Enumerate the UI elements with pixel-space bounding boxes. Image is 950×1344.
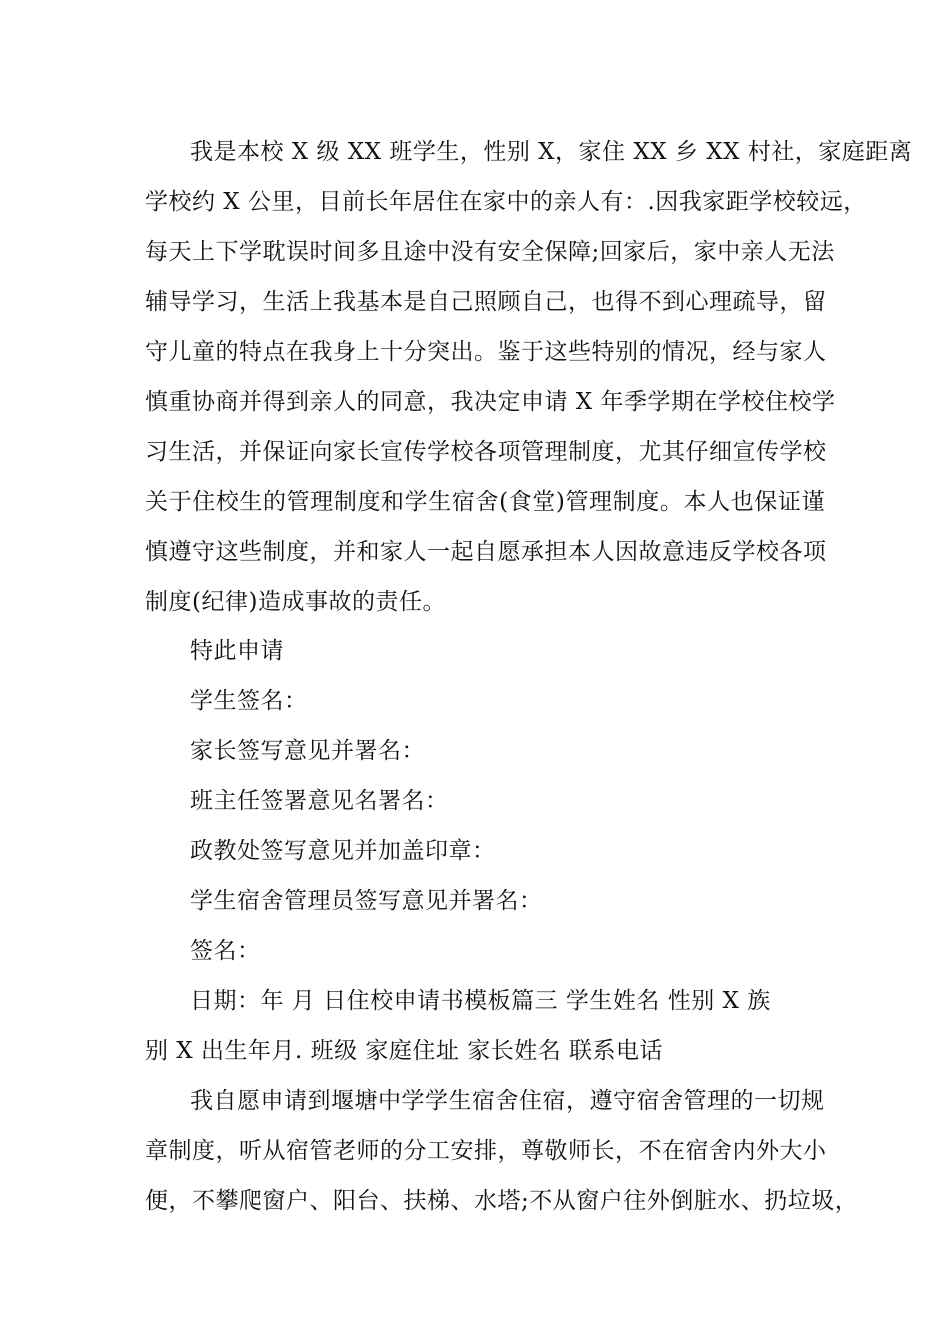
- signature-label: 签名：: [190, 938, 261, 964]
- paragraph-line: 守儿童的特点在我身上十分突出。鉴于这些特别的情况，经与家人: [145, 339, 827, 365]
- paragraph-line: 关于住校生的管理制度和学生宿舍(食堂)管理制度。本人也保证谨: [145, 489, 825, 515]
- paragraph-line: 每天上下学耽误时间多且途中没有安全保障;回家后，家中亲人无法: [145, 239, 835, 265]
- closing-text: 特此申请: [190, 638, 284, 664]
- date-line: 别 X 出生年月. 班级 家庭住址 家长姓名 联系电话: [145, 1038, 664, 1064]
- paragraph-line: 便，不攀爬窗户、阳台、扶梯、水塔;不从窗户往外倒脏水、扔垃圾，: [145, 1188, 859, 1214]
- student-signature-label: 学生签名：: [190, 688, 308, 714]
- paragraph-line: 我是本校 X 级 XX 班学生，性别 X，家住 XX 乡 XX 村社，家庭距离: [190, 139, 913, 165]
- head-teacher-opinion-label: 班主任签署意见名署名：: [190, 788, 449, 814]
- paragraph-line: 慎重协商并得到亲人的同意，我决定申请 X 年季学期在学校住校学: [145, 389, 836, 415]
- paragraph-line: 我自愿申请到堰塘中学学生宿舍住宿，遵守宿舍管理的一切规: [190, 1088, 825, 1114]
- date-line: 日期：年 月 日住校申请书模板篇三 学生姓名 性别 X 族: [190, 988, 771, 1014]
- paragraph-line: 制度(纪律)造成事故的责任。: [145, 589, 446, 615]
- paragraph-line: 辅导学习，生活上我基本是自己照顾自己，也得不到心理疏导，留: [145, 289, 827, 315]
- political-office-opinion-label: 政教处签写意见并加盖印章：: [190, 838, 496, 864]
- paragraph-line: 慎遵守这些制度，并和家人一起自愿承担本人因故意违反学校各项: [145, 539, 827, 565]
- paragraph-line: 习生活，并保证向家长宣传学校各项管理制度，尤其仔细宣传学校: [145, 439, 827, 465]
- parent-opinion-label: 家长签写意见并署名：: [190, 738, 425, 764]
- paragraph-line: 章制度，听从宿管老师的分工安排，尊敬师长，不在宿舍内外大小: [145, 1138, 827, 1164]
- paragraph-line: 学校约 X 公里，目前长年居住在家中的亲人有：.因我家距学校较远，: [145, 189, 867, 215]
- dorm-manager-opinion-label: 学生宿舍管理员签写意见并署名：: [190, 888, 543, 914]
